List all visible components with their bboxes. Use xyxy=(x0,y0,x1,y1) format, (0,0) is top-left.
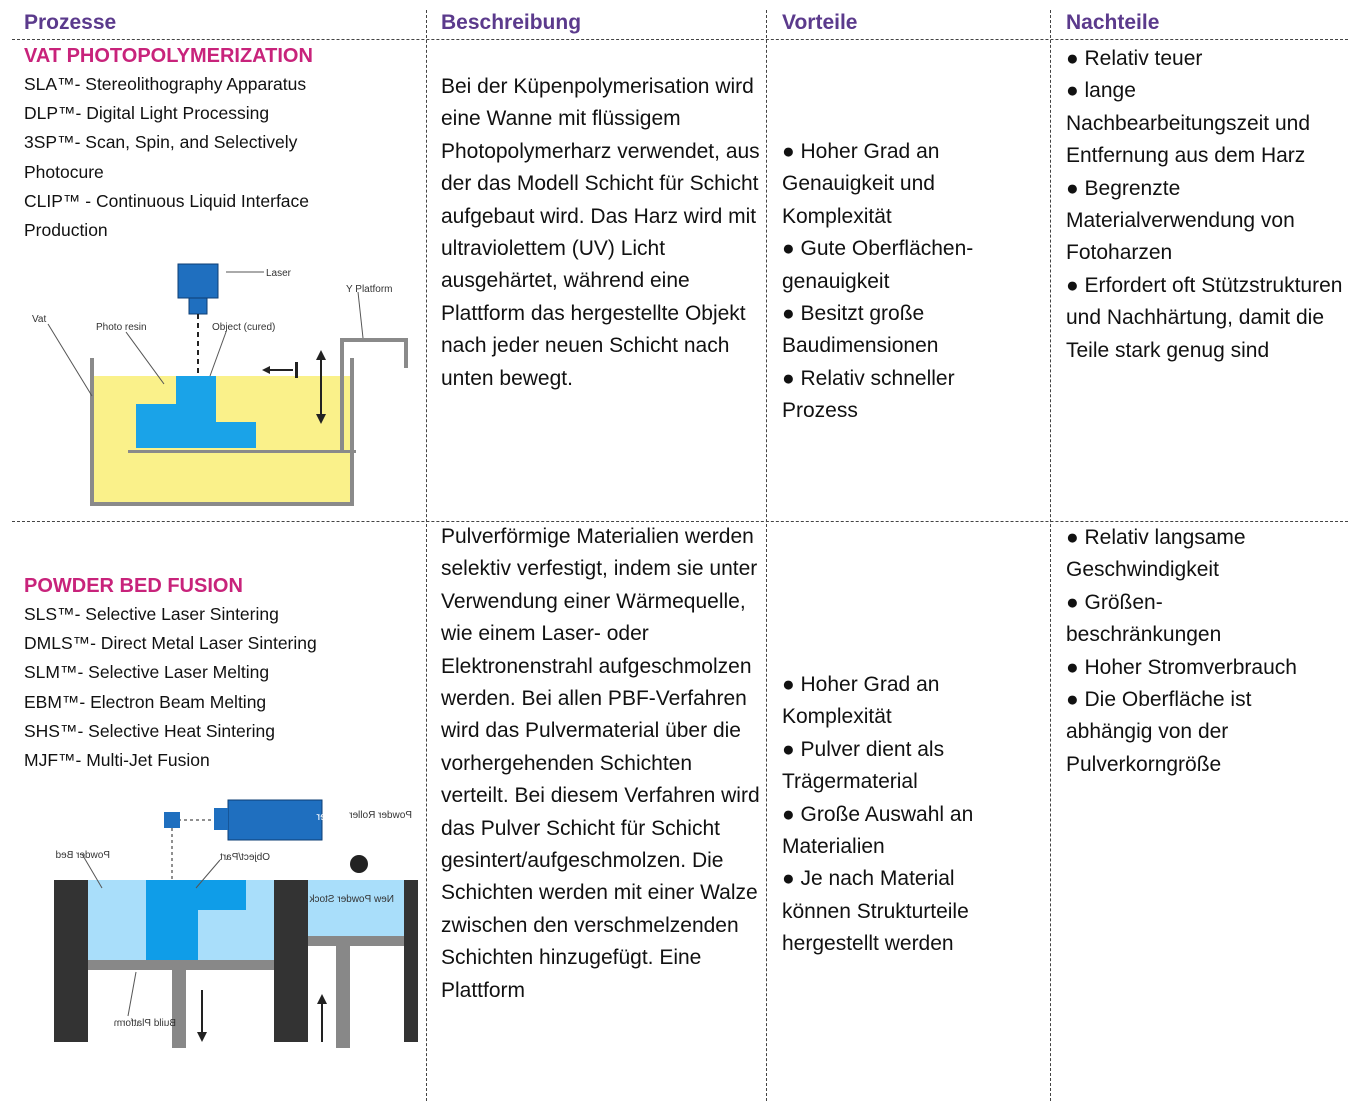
process-item: SLM™- Selective Laser Melting xyxy=(24,662,270,683)
disadvantage-item: ● Begrenzte Materialverwendung von Fotoharzen xyxy=(1066,176,1295,265)
powder-bed-fusion-diagram xyxy=(32,790,427,1080)
disadvantage-item: ● Hoher Stromverbrauch xyxy=(1066,655,1297,679)
process-item: DLP™- Digital Light Processing xyxy=(24,103,270,124)
process-item: SHS™- Selective Heat Sintering xyxy=(24,720,275,741)
process-item: CLIP™ - Continuous Liquid Interface xyxy=(24,190,310,211)
advantages-list xyxy=(782,669,1022,961)
disadvantages-list xyxy=(1066,522,1306,781)
roller-label: Powder Roller xyxy=(349,810,412,821)
advantage-item: ● Gute Oberflächen-genauigkeit xyxy=(782,237,974,293)
header-process: Prozesse xyxy=(24,11,117,34)
advantage-item: ● Besitzt große Baudimensionen xyxy=(782,302,939,358)
process-list xyxy=(24,70,419,245)
object-label: Object (cured) xyxy=(212,322,276,333)
resin-label: Photo resin xyxy=(96,322,147,333)
header-divider xyxy=(12,39,1348,40)
description-cell-vat xyxy=(441,71,761,395)
disadvantage-item: ● Relativ langsame Geschwindigkeit xyxy=(1066,526,1246,582)
process-title: VAT PHOTOPOLYMERIZATION xyxy=(24,45,313,67)
platform-label: Y Platform xyxy=(346,284,393,295)
header-disadvantages: Nachteile xyxy=(1066,11,1160,34)
advantage-item: ● Pulver dient als Trägermaterial xyxy=(782,737,945,794)
object-label: Object/Part xyxy=(219,852,270,863)
disadvantages-cell-vat xyxy=(1066,43,1344,367)
disadvantage-item: ● lange Nachbearbeitungszeit und Entfernung aus dem Harz xyxy=(1066,79,1311,168)
laser-label: Laser xyxy=(266,268,292,279)
process-item: MJF™- Multi-Jet Fusion xyxy=(24,750,210,771)
header-advantages: Vorteile xyxy=(782,11,858,34)
disadvantages-list xyxy=(1066,43,1344,367)
advantage-item: ● Relativ schneller Prozess xyxy=(782,366,955,423)
header-description: Beschreibung xyxy=(441,11,582,34)
column-divider-3 xyxy=(1050,10,1051,1101)
description-text: Pulverförmige Materialien werden selektiv verfestigt, indem sie unter Verwendung einer Wärmequelle, wie einem Laser- oder Elektronenstrahl aufgeschmolzen werden. Bei allen PBF-Verfahren wird das Pulvermaterial über die vorhergehenden Schichten verteilt. Bei diesem Verfahren wird das Pulver Schicht für Schicht gesintert/aufgeschmolzen. Die Schichten werden mit einer Walze zwischen den verschmelzenden Schichten hinzugefügt. Eine Plattform xyxy=(441,525,760,1002)
process-cell-vat xyxy=(24,45,419,245)
vat-label: Vat xyxy=(32,314,47,325)
process-item: SLA™- Stereolithography Apparatus xyxy=(24,74,307,94)
process-item: 3SP™- Scan, Spin, and Selectively xyxy=(24,132,298,153)
stock-label: New Powder Stock xyxy=(309,894,394,905)
vat-photopolymerization-diagram xyxy=(28,258,418,513)
process-list xyxy=(24,600,419,775)
process-item: EBM™- Electron Beam Melting xyxy=(24,691,267,712)
description-cell-pbf xyxy=(441,521,761,1007)
process-item: Production xyxy=(24,220,108,241)
disadvantage-item: ● Größen-beschränkungen xyxy=(1066,590,1222,647)
process-item: SLS™- Selective Laser Sintering xyxy=(24,604,279,624)
advantages-cell-vat xyxy=(782,136,1022,428)
powder-bed-label: Powder Bed xyxy=(55,850,110,861)
advantages-list xyxy=(782,136,1022,428)
advantage-item: ● Hoher Grad an Komplexität xyxy=(782,673,940,729)
platform-label: Build Platform xyxy=(113,1018,176,1029)
laser-label: Laser xyxy=(316,811,344,823)
disadvantage-item: ● Erfordert oft Stützstrukturen und Nachhärtung, damit die Teile stark genug sind xyxy=(1066,273,1343,362)
disadvantage-item: ● Relativ teuer xyxy=(1066,47,1203,70)
process-cell-pbf xyxy=(24,575,419,775)
advantage-item: ● Je nach Material können Strukturteile hergestellt werden xyxy=(782,867,969,956)
process-item: DMLS™- Direct Metal Laser Sintering xyxy=(24,633,317,654)
column-divider-2 xyxy=(766,10,767,1101)
process-item: Photocure xyxy=(24,161,104,182)
disadvantages-cell-pbf xyxy=(1066,522,1306,781)
disadvantage-item: ● Die Oberfläche ist abhängig von der Pulverkorngröße xyxy=(1066,688,1252,776)
advantages-cell-pbf xyxy=(782,669,1022,961)
description-text: Bei der Küpenpolymerisation wird eine Wanne mit flüssigem Photopolymerharz verwendet, aus der das Modell Schicht für Schicht aufgebaut wird. Das Harz wird mit ultraviolettem (UV) Licht ausgehärtet, während eine Plattform das hergestellte Objekt nach jeder neuen Schicht nach unten bewegt. xyxy=(441,75,760,390)
advantage-item: ● Hoher Grad an Genauigkeit und Komplexität xyxy=(782,140,940,228)
advantage-item: ● Große Auswahl an Materialien xyxy=(782,802,974,859)
process-title: POWDER BED FUSION xyxy=(24,575,243,597)
